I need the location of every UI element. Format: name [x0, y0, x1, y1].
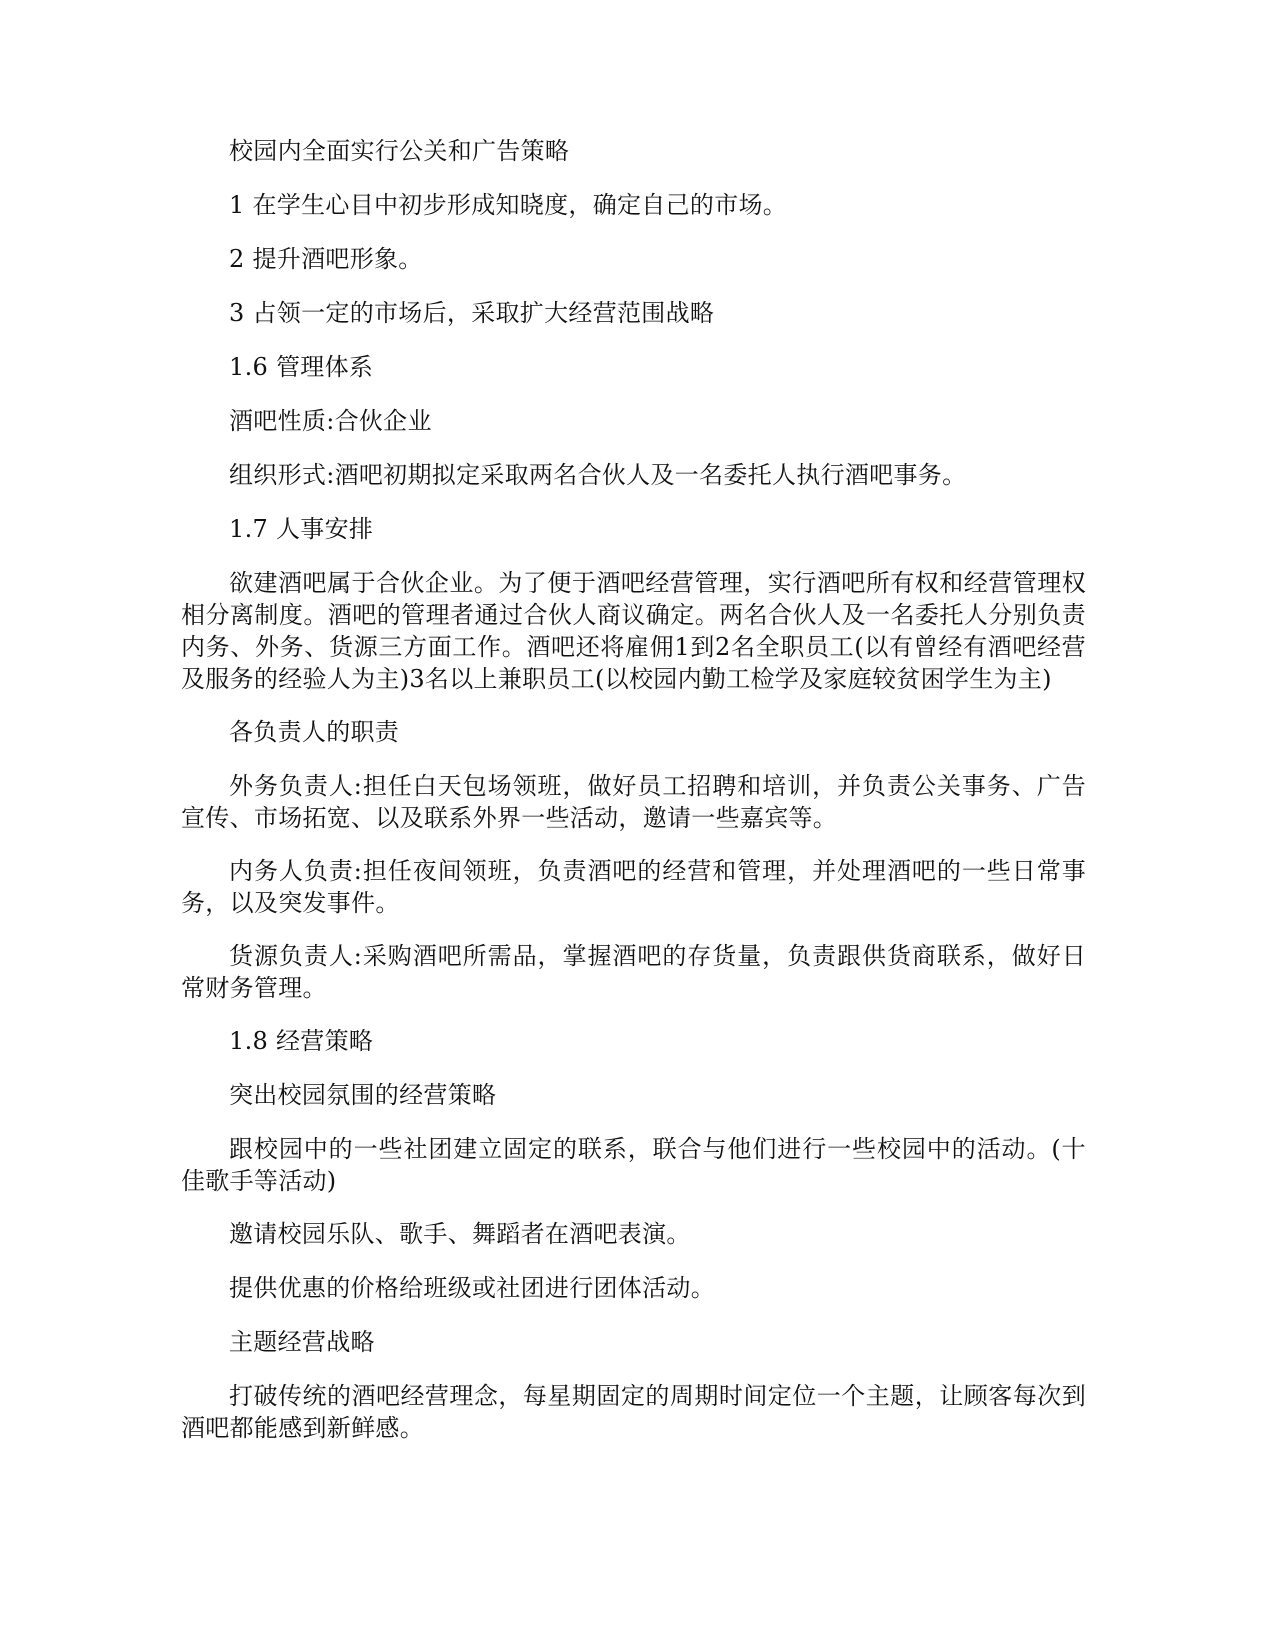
paragraph-staffing: 欲建酒吧属于合伙企业。为了便于酒吧经营管理，实行酒吧所有权和经营管理权相分离制度。酒吧的管理者通过合伙人商议确定。两名合伙人及一名委托人分别负责内务、外务、货源三方面工作。酒吧还将雇佣1到2名全职员工(以有曾经有酒吧经营及服务的经验人为主)3名以上兼职员工(以校园内勤工检学及家庭较贫困学生为主): [181, 569, 1086, 693]
paragraph-campus-atmosphere: 突出校园氛围的经营策略: [229, 1081, 497, 1109]
paragraph-group-discount: 提供优惠的价格给班级或社团进行团体活动。: [229, 1274, 715, 1302]
section-heading-1-7: 1.7 人事安排: [229, 515, 374, 543]
section-heading-1-8: 1.8 经营策略: [229, 1027, 374, 1055]
paragraph-bar-nature: 酒吧性质:合伙企业: [229, 407, 432, 435]
paragraph-org-form: 组织形式:酒吧初期拟定采取两名合伙人及一名委托人执行酒吧事务。: [229, 461, 967, 489]
paragraph-external-lead: 外务负责人:担任白天包场领班，做好员工招聘和培训，并负责公关事务、广告宣传、市场拓宽、以及联系外界一些活动，邀请一些嘉宾等。: [181, 772, 1086, 832]
section-heading-1-6: 1.6 管理体系: [229, 353, 374, 381]
document-page: [181, 135, 1086, 1465]
paragraph-item-3: 3 占领一定的市场后，采取扩大经营范围战略: [229, 299, 715, 327]
paragraph-duties-heading: 各负责人的职责: [229, 718, 400, 746]
paragraph-internal-lead: 内务人负责:担任夜间领班，负责酒吧的经营和管理，并处理酒吧的一些日常事务，以及突发事件。: [181, 857, 1086, 917]
paragraph-weekly-theme: 打破传统的酒吧经营理念，每星期固定的周期时间定位一个主题，让顾客每次到酒吧都能感到新鲜感。: [181, 1382, 1086, 1442]
paragraph-supply-lead: 货源负责人:采购酒吧所需品，掌握酒吧的存货量，负责跟供货商联系，做好日常财务管理。: [181, 942, 1086, 1002]
paragraph-item-1: 1 在学生心目中初步形成知晓度，确定自己的市场。: [229, 191, 788, 219]
paragraph-club-partnership: 跟校园中的一些社团建立固定的联系，联合与他们进行一些校园中的活动。(十佳歌手等活动): [181, 1135, 1086, 1195]
paragraph-item-2: 2 提升酒吧形象。: [229, 245, 423, 273]
paragraph-invite-performers: 邀请校园乐队、歌手、舞蹈者在酒吧表演。: [229, 1220, 691, 1248]
paragraph-campus-pr-strategy: 校园内全面实行公关和广告策略: [229, 137, 570, 165]
paragraph-theme-strategy: 主题经营战略: [229, 1328, 375, 1356]
